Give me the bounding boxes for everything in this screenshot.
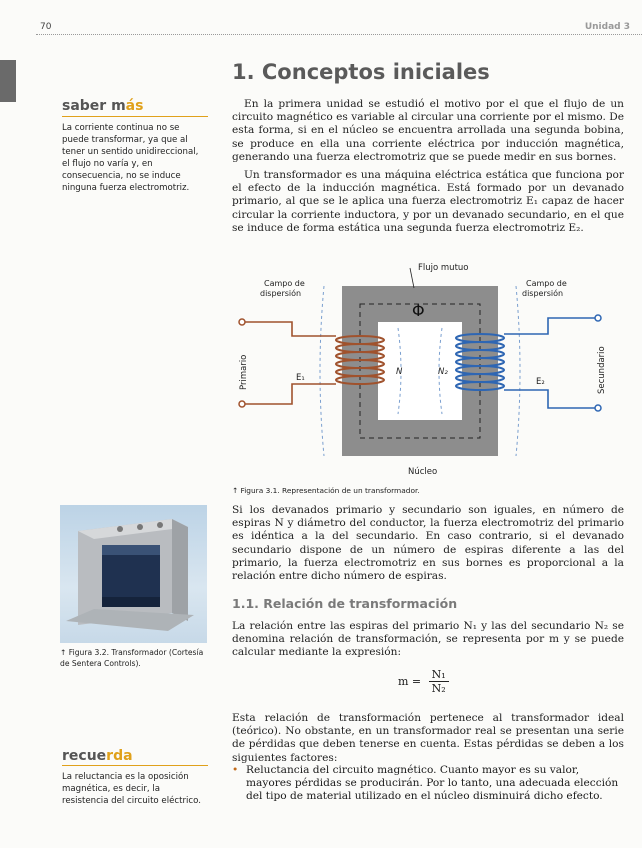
phi-symbol: Φ xyxy=(412,301,425,320)
recuerda-text: La reluctancia es la oposición magnética, es decir, la resistencia del circuito eléctrico. xyxy=(62,772,201,806)
after-figure-paragraph: Si los devanados primario y secundario son iguales, en número de espiras N y diámetro del conductor, la fuerza electromotriz del primario es idéntica a la del secundario. En caso contrario, si el devanado secundario dispone de un número de espiras diferente a las del primario, la fuerza electromotriz en sus bornes es proporcional a la relación entre dicho número de espiras. xyxy=(232,504,624,583)
subsection-text xyxy=(232,620,624,665)
core-window xyxy=(378,322,462,420)
figure-3-1-caption: ↑ Figura 3.1. Representación de un transformador. xyxy=(232,486,420,495)
primary-lead-bottom xyxy=(244,384,336,404)
secondary-lead-bottom xyxy=(504,390,596,408)
margin-tab xyxy=(0,60,16,102)
saber-mas-heading: saber más xyxy=(62,98,144,114)
formula-lhs: m = xyxy=(398,675,422,688)
unit-label: Unidad 3 xyxy=(584,22,630,32)
label-n1: N xyxy=(396,367,403,377)
label-nucleo: Núcleo xyxy=(408,467,438,477)
label-e1: E₁ xyxy=(296,373,305,383)
page-number: 70 xyxy=(40,22,52,32)
intro-paragraph-2: Un transformador es una máquina eléctrica estática que funciona por el efecto de la inducción magnética. Está formado por un devanado primario, al que se le aplica una fuerza electromotriz E₁ capaz de hacer circular la corriente inductora, y por un devanado secundario, en el que se induce de forma estática una segunda fuerza electromotriz E₂. xyxy=(232,169,624,234)
intro-text xyxy=(232,98,624,240)
label-n2: N₂ xyxy=(438,367,448,377)
formula-numerator: N₁ xyxy=(429,668,449,682)
leakage-right-outer xyxy=(516,286,520,456)
flux-pointer xyxy=(410,268,414,288)
secondary-terminal-bottom xyxy=(595,405,601,411)
bullet-reluctancia xyxy=(232,764,624,804)
intro-paragraph-1: En la primera unidad se estudió el motivo por el que el flujo de un circuito magnético es variable al circular una corriente por el mismo. De esta forma, si en el núcleo se encuentra arrollada una segunda bobina, se produce en ella una corriente eléctrica por inducción magnética, generando una fuerza electromotriz que se puede medir en sus bornes. xyxy=(232,98,624,163)
primary-lead-top xyxy=(244,322,336,336)
leakage-left-outer xyxy=(320,286,324,456)
label-e2: E₂ xyxy=(536,377,545,387)
transformation-ratio-formula xyxy=(398,668,449,695)
label-secundario: Secundario xyxy=(597,346,607,394)
formula-fraction xyxy=(429,668,449,695)
recuerda-heading: recuerda xyxy=(62,748,133,764)
subsection-paragraph: La relación entre las espiras del primario N₁ y las del secundario N₂ se denomina relación de transformación, se representa por m y se puede calcular mediante la expresión: xyxy=(232,620,624,659)
ideal-paragraph: Esta relación de transformación pertenece al transformador ideal (teórico). No obstante, en un transformador real se presentan una serie de pérdidas que deben tenerse en cuenta. Estas pérdidas se deben a los siguientes factores: xyxy=(232,712,624,764)
primary-terminal-bottom xyxy=(239,401,245,407)
secondary-lead-top xyxy=(504,318,596,334)
primary-terminal-top xyxy=(239,319,245,325)
after-figure-text xyxy=(232,504,624,588)
saber-mas-rule xyxy=(62,116,208,117)
formula-denominator: N₂ xyxy=(431,682,446,695)
bullet-text: Reluctancia del circuito magnético. Cuanto mayor es su valor, mayores pérdidas se producirán. Por lo tanto, una adecuada elección del tipo de material utilizado en el núcleo disminuirá dicho efecto. xyxy=(246,764,619,803)
transformer-photo xyxy=(60,505,207,643)
primary-coil xyxy=(336,336,384,384)
page-title: 1. Conceptos iniciales xyxy=(232,60,490,84)
ideal-text xyxy=(232,712,624,770)
label-primario: Primario xyxy=(239,354,249,390)
figure-3-2-caption: ↑ Figura 3.2. Transformador (Cortesía de Sentera Controls). xyxy=(60,648,204,668)
label-campo-dispersion-left: Campo de dispersión xyxy=(260,279,305,298)
recuerda-rule xyxy=(62,765,208,766)
bullet-dot: • xyxy=(232,764,239,776)
header-rule xyxy=(36,34,642,35)
transformer-diagram xyxy=(232,258,624,483)
saber-mas-text: La corriente continua no se puede transformar, ya que al tener un sentido unidireccional, el flujo no varía y, en consecuencia, no se induce ninguna fuerza electromotriz. xyxy=(62,123,199,193)
subsection-title: 1.1. Relación de transformación xyxy=(232,596,458,611)
label-flujo-mutuo: Flujo mutuo xyxy=(418,263,469,273)
secondary-terminal-top xyxy=(595,315,601,321)
label-campo-dispersion-right: Campo de dispersión xyxy=(522,279,567,298)
